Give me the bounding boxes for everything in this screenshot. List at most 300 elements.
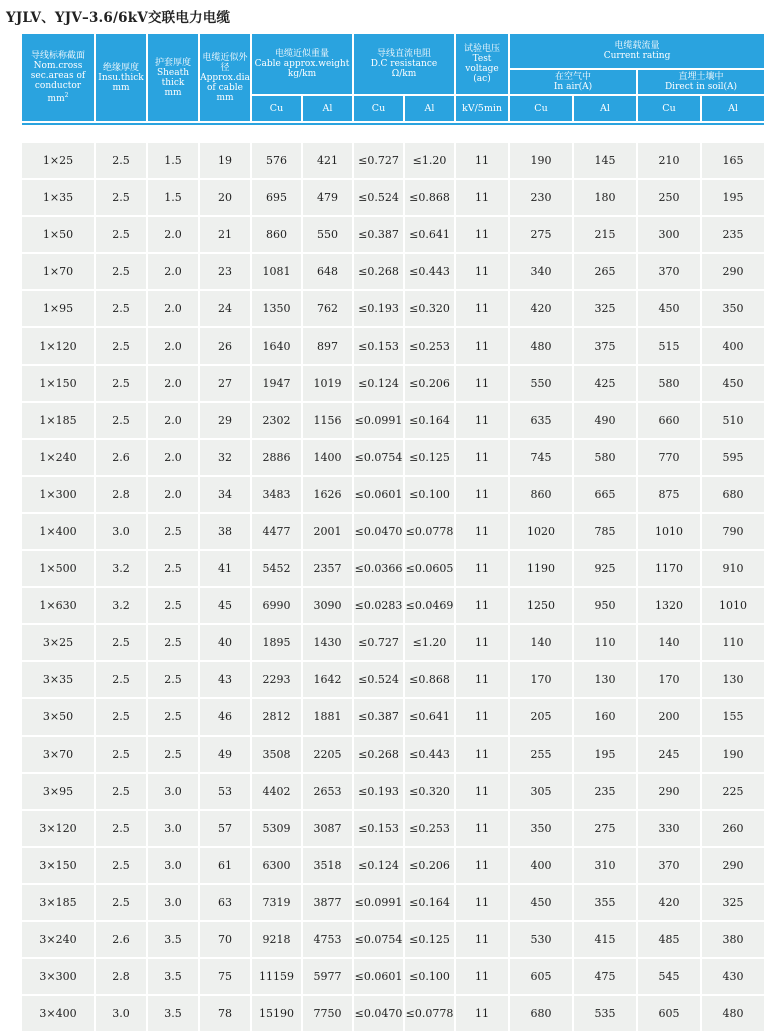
cell-air-cu: 305	[510, 774, 572, 809]
cell-area: 1×240	[22, 440, 94, 475]
header-resist-al: Al	[405, 96, 454, 121]
cell-resist-cu: ≤0.0470	[354, 514, 403, 549]
cell-sheath: 2.0	[148, 477, 198, 512]
cell-soil-al: 225	[702, 774, 764, 809]
cell-area: 1×400	[22, 514, 94, 549]
cell-soil-al: 165	[702, 143, 764, 178]
cell-soil-cu: 200	[638, 699, 700, 734]
cell-weight-al: 2205	[303, 737, 352, 772]
cell-air-cu: 255	[510, 737, 572, 772]
cell-insu: 2.5	[96, 737, 146, 772]
cell-insu: 2.5	[96, 366, 146, 401]
cell-resist-al: ≤0.320	[405, 291, 454, 326]
cell-weight-cu: 3508	[252, 737, 301, 772]
table-row	[22, 588, 764, 623]
cell-soil-cu: 485	[638, 922, 700, 957]
cell-soil-al: 290	[702, 848, 764, 883]
cell-area: 1×500	[22, 551, 94, 586]
cell-soil-cu: 370	[638, 254, 700, 289]
cell-voltage: 11	[456, 811, 508, 846]
cell-resist-al: ≤0.100	[405, 959, 454, 994]
cell-dia: 53	[200, 774, 250, 809]
table-row	[22, 217, 764, 252]
cell-insu: 2.5	[96, 180, 146, 215]
cell-soil-cu: 770	[638, 440, 700, 475]
cell-soil-cu: 210	[638, 143, 700, 178]
cell-weight-al: 7750	[303, 996, 352, 1031]
cell-weight-al: 897	[303, 328, 352, 363]
cell-area: 3×300	[22, 959, 94, 994]
cell-resist-cu: ≤0.0991	[354, 403, 403, 438]
table-row	[22, 662, 764, 697]
cell-resist-cu: ≤0.268	[354, 254, 403, 289]
cell-voltage: 11	[456, 959, 508, 994]
cell-soil-cu: 450	[638, 291, 700, 326]
header-soil-al: Al	[702, 96, 764, 121]
cell-resist-al: ≤0.164	[405, 885, 454, 920]
cell-soil-cu: 420	[638, 885, 700, 920]
table-row	[22, 477, 764, 512]
cell-area: 3×240	[22, 922, 94, 957]
cell-weight-cu: 2886	[252, 440, 301, 475]
cell-resist-cu: ≤0.0601	[354, 959, 403, 994]
cell-resist-al: ≤0.443	[405, 254, 454, 289]
cell-air-al: 325	[574, 291, 636, 326]
cell-weight-al: 1430	[303, 625, 352, 660]
cell-dia: 61	[200, 848, 250, 883]
cell-resist-cu: ≤0.268	[354, 737, 403, 772]
cell-resist-al: ≤0.868	[405, 180, 454, 215]
cell-insu: 2.5	[96, 662, 146, 697]
cell-voltage: 11	[456, 551, 508, 586]
cell-air-cu: 605	[510, 959, 572, 994]
cell-voltage: 11	[456, 440, 508, 475]
table-row	[22, 625, 764, 660]
cell-voltage: 11	[456, 662, 508, 697]
cell-air-cu: 1250	[510, 588, 572, 623]
cell-air-al: 265	[574, 254, 636, 289]
cell-insu: 3.2	[96, 588, 146, 623]
cell-soil-al: 380	[702, 922, 764, 957]
cell-dia: 26	[200, 328, 250, 363]
cell-insu: 2.8	[96, 477, 146, 512]
cell-weight-cu: 1895	[252, 625, 301, 660]
cell-insu: 2.5	[96, 291, 146, 326]
cell-sheath: 3.0	[148, 848, 198, 883]
cell-resist-al: ≤0.0778	[405, 514, 454, 549]
table-row	[22, 254, 764, 289]
cell-area: 3×120	[22, 811, 94, 846]
cell-resist-al: ≤0.0469	[405, 588, 454, 623]
cell-resist-cu: ≤0.0601	[354, 477, 403, 512]
cell-sheath: 2.5	[148, 625, 198, 660]
cell-voltage: 11	[456, 403, 508, 438]
cell-sheath: 3.5	[148, 996, 198, 1031]
cell-soil-al: 325	[702, 885, 764, 920]
cell-soil-al: 910	[702, 551, 764, 586]
cell-soil-cu: 1010	[638, 514, 700, 549]
cell-air-cu: 860	[510, 477, 572, 512]
cell-soil-al: 235	[702, 217, 764, 252]
cell-soil-al: 1010	[702, 588, 764, 623]
cell-weight-cu: 1081	[252, 254, 301, 289]
cell-sheath: 3.5	[148, 959, 198, 994]
cell-dia: 27	[200, 366, 250, 401]
cell-insu: 2.6	[96, 922, 146, 957]
cell-air-cu: 140	[510, 625, 572, 660]
cell-air-al: 215	[574, 217, 636, 252]
cell-sheath: 2.5	[148, 514, 198, 549]
cell-resist-cu: ≤0.0754	[354, 922, 403, 957]
cell-weight-al: 3087	[303, 811, 352, 846]
header-resist: 导线直流电阻 D.C resistance Ω/km	[354, 34, 454, 94]
cell-soil-al: 790	[702, 514, 764, 549]
cell-air-cu: 1190	[510, 551, 572, 586]
header-sheath: 护套厚度 Sheath thick mm	[148, 34, 198, 121]
cell-air-cu: 420	[510, 291, 572, 326]
header-soil-cu: Cu	[638, 96, 700, 121]
cell-insu: 2.5	[96, 254, 146, 289]
cell-dia: 57	[200, 811, 250, 846]
cell-weight-al: 2357	[303, 551, 352, 586]
cell-soil-cu: 1170	[638, 551, 700, 586]
cell-weight-cu: 2302	[252, 403, 301, 438]
table-row	[22, 514, 764, 549]
header-rating: 电缆载流量 Current rating	[510, 34, 764, 68]
cell-insu: 2.5	[96, 774, 146, 809]
cell-soil-cu: 1320	[638, 588, 700, 623]
cell-area: 1×630	[22, 588, 94, 623]
cell-soil-cu: 300	[638, 217, 700, 252]
cell-resist-al: ≤0.125	[405, 440, 454, 475]
header-separator	[22, 123, 764, 141]
cell-weight-cu: 1640	[252, 328, 301, 363]
cell-area: 3×185	[22, 885, 94, 920]
cell-sheath: 2.5	[148, 699, 198, 734]
cell-dia: 24	[200, 291, 250, 326]
cell-air-cu: 480	[510, 328, 572, 363]
cell-dia: 45	[200, 588, 250, 623]
cell-resist-cu: ≤0.387	[354, 217, 403, 252]
cell-weight-al: 3518	[303, 848, 352, 883]
cell-air-al: 475	[574, 959, 636, 994]
cell-sheath: 2.0	[148, 440, 198, 475]
cell-soil-al: 510	[702, 403, 764, 438]
cell-resist-cu: ≤0.153	[354, 328, 403, 363]
cell-air-al: 160	[574, 699, 636, 734]
cell-weight-al: 3877	[303, 885, 352, 920]
cell-soil-cu: 515	[638, 328, 700, 363]
cell-weight-al: 1156	[303, 403, 352, 438]
cell-air-cu: 190	[510, 143, 572, 178]
cell-dia: 19	[200, 143, 250, 178]
cell-voltage: 11	[456, 143, 508, 178]
cell-air-cu: 1020	[510, 514, 572, 549]
cell-voltage: 11	[456, 477, 508, 512]
header-soil: 直埋土壤中 Direct in soil(A)	[638, 70, 764, 94]
cell-voltage: 11	[456, 254, 508, 289]
cell-area: 3×95	[22, 774, 94, 809]
cell-soil-cu: 170	[638, 662, 700, 697]
cell-dia: 63	[200, 885, 250, 920]
cell-resist-al: ≤0.0605	[405, 551, 454, 586]
table-row	[22, 291, 764, 326]
cell-dia: 43	[200, 662, 250, 697]
cell-soil-al: 155	[702, 699, 764, 734]
cell-area: 3×150	[22, 848, 94, 883]
cell-air-cu: 170	[510, 662, 572, 697]
cell-weight-al: 479	[303, 180, 352, 215]
cell-dia: 78	[200, 996, 250, 1031]
cell-resist-cu: ≤0.0283	[354, 588, 403, 623]
cell-soil-al: 400	[702, 328, 764, 363]
cell-weight-cu: 15190	[252, 996, 301, 1031]
cell-insu: 3.0	[96, 996, 146, 1031]
cell-resist-al: ≤0.100	[405, 477, 454, 512]
cell-dia: 21	[200, 217, 250, 252]
cell-resist-cu: ≤0.524	[354, 662, 403, 697]
cell-area: 1×185	[22, 403, 94, 438]
cell-weight-al: 421	[303, 143, 352, 178]
cell-insu: 2.5	[96, 885, 146, 920]
cell-air-cu: 550	[510, 366, 572, 401]
cell-voltage: 11	[456, 180, 508, 215]
table-row	[22, 143, 764, 178]
cell-area: 3×35	[22, 662, 94, 697]
cell-weight-al: 1642	[303, 662, 352, 697]
cell-air-al: 490	[574, 403, 636, 438]
header-area: 导线标称截面 Nom.cross sec.areas of conductor $mm^2$	[22, 34, 94, 121]
cell-voltage: 11	[456, 922, 508, 957]
cell-weight-cu: 3483	[252, 477, 301, 512]
table-row	[22, 737, 764, 772]
cell-resist-cu: ≤0.0366	[354, 551, 403, 586]
cell-sheath: 2.5	[148, 588, 198, 623]
header-voltage-unit: kV/5min	[456, 96, 508, 121]
table-row	[22, 180, 764, 215]
cell-weight-cu: 2812	[252, 699, 301, 734]
cell-soil-al: 110	[702, 625, 764, 660]
cell-air-al: 665	[574, 477, 636, 512]
cell-air-al: 195	[574, 737, 636, 772]
cell-insu: 2.5	[96, 811, 146, 846]
cell-resist-cu: ≤0.0754	[354, 440, 403, 475]
header-voltage: 试验电压 Test voltage (ac)	[456, 34, 508, 94]
header-resist-cu: Cu	[354, 96, 403, 121]
cell-weight-cu: 6990	[252, 588, 301, 623]
cell-area: 1×25	[22, 143, 94, 178]
cell-air-cu: 340	[510, 254, 572, 289]
header-dia: 电缆近似外径 Approx.dia of cable mm	[200, 34, 250, 121]
cell-air-al: 110	[574, 625, 636, 660]
cell-voltage: 11	[456, 737, 508, 772]
cell-weight-cu: 1947	[252, 366, 301, 401]
cell-soil-al: 350	[702, 291, 764, 326]
cell-sheath: 2.0	[148, 217, 198, 252]
cell-weight-al: 2001	[303, 514, 352, 549]
cell-voltage: 11	[456, 774, 508, 809]
cell-resist-al: ≤0.0778	[405, 996, 454, 1031]
cell-resist-al: ≤1.20	[405, 625, 454, 660]
cell-resist-cu: ≤0.193	[354, 774, 403, 809]
cell-soil-cu: 140	[638, 625, 700, 660]
cell-dia: 34	[200, 477, 250, 512]
cell-resist-al: ≤0.164	[405, 403, 454, 438]
header-weight: 电缆近似重量 Cable approx.weight kg/km	[252, 34, 352, 94]
cell-weight-cu: 4402	[252, 774, 301, 809]
cell-air-al: 130	[574, 662, 636, 697]
cell-weight-al: 648	[303, 254, 352, 289]
cell-soil-al: 450	[702, 366, 764, 401]
table-body	[22, 123, 764, 1031]
cable-spec-table	[20, 32, 766, 1033]
cell-weight-cu: 7319	[252, 885, 301, 920]
cell-resist-cu: ≤0.193	[354, 291, 403, 326]
table-row	[22, 959, 764, 994]
cell-air-al: 425	[574, 366, 636, 401]
header-weight-cu: Cu	[252, 96, 301, 121]
cell-air-cu: 450	[510, 885, 572, 920]
cell-air-al: 235	[574, 774, 636, 809]
cell-weight-cu: 11159	[252, 959, 301, 994]
cell-resist-cu: ≤0.387	[354, 699, 403, 734]
cell-area: 1×35	[22, 180, 94, 215]
table-row	[22, 440, 764, 475]
cell-soil-cu: 370	[638, 848, 700, 883]
cell-air-al: 310	[574, 848, 636, 883]
cell-voltage: 11	[456, 588, 508, 623]
cell-air-cu: 635	[510, 403, 572, 438]
cell-weight-cu: 1350	[252, 291, 301, 326]
cell-weight-al: 3090	[303, 588, 352, 623]
cell-resist-cu: ≤0.0991	[354, 885, 403, 920]
cell-area: 1×300	[22, 477, 94, 512]
cell-insu: 2.5	[96, 699, 146, 734]
cell-area: 1×70	[22, 254, 94, 289]
table-row	[22, 996, 764, 1031]
cell-weight-cu: 6300	[252, 848, 301, 883]
cell-insu: 2.5	[96, 403, 146, 438]
cell-dia: 29	[200, 403, 250, 438]
cell-soil-cu: 545	[638, 959, 700, 994]
cell-resist-al: ≤0.320	[405, 774, 454, 809]
cell-weight-cu: 860	[252, 217, 301, 252]
cell-dia: 23	[200, 254, 250, 289]
header-insu: 绝缘厚度 Insu.thick mm	[96, 34, 146, 121]
cell-insu: 2.5	[96, 217, 146, 252]
cell-air-cu: 745	[510, 440, 572, 475]
cell-sheath: 2.0	[148, 254, 198, 289]
cell-soil-al: 290	[702, 254, 764, 289]
cell-voltage: 11	[456, 625, 508, 660]
cell-soil-al: 190	[702, 737, 764, 772]
cell-insu: 2.5	[96, 625, 146, 660]
cell-weight-cu: 5309	[252, 811, 301, 846]
cell-air-al: 415	[574, 922, 636, 957]
cell-weight-cu: 5452	[252, 551, 301, 586]
cell-air-cu: 205	[510, 699, 572, 734]
cell-air-al: 145	[574, 143, 636, 178]
cell-weight-cu: 2293	[252, 662, 301, 697]
cell-sheath: 2.5	[148, 662, 198, 697]
cell-voltage: 11	[456, 848, 508, 883]
cell-weight-al: 1019	[303, 366, 352, 401]
cell-soil-cu: 330	[638, 811, 700, 846]
cell-area: 1×50	[22, 217, 94, 252]
cell-area: 1×120	[22, 328, 94, 363]
table-row	[22, 366, 764, 401]
cell-sheath: 2.5	[148, 737, 198, 772]
cell-soil-al: 430	[702, 959, 764, 994]
cell-area: 1×150	[22, 366, 94, 401]
cell-resist-al: ≤0.443	[405, 737, 454, 772]
page-title: YJLV、YJV–3.6/6kV交联电力电缆	[6, 10, 231, 26]
cell-soil-al: 595	[702, 440, 764, 475]
cell-sheath: 3.0	[148, 885, 198, 920]
cell-voltage: 11	[456, 514, 508, 549]
cell-weight-al: 5977	[303, 959, 352, 994]
cell-air-al: 180	[574, 180, 636, 215]
cell-voltage: 11	[456, 699, 508, 734]
cell-sheath: 3.5	[148, 922, 198, 957]
cell-resist-cu: ≤0.124	[354, 366, 403, 401]
cell-soil-cu: 660	[638, 403, 700, 438]
cell-weight-al: 762	[303, 291, 352, 326]
cell-insu: 2.5	[96, 328, 146, 363]
header-weight-al: Al	[303, 96, 352, 121]
cell-area: 3×70	[22, 737, 94, 772]
cell-soil-cu: 245	[638, 737, 700, 772]
cell-air-cu: 530	[510, 922, 572, 957]
cell-sheath: 2.0	[148, 291, 198, 326]
cell-insu: 3.0	[96, 514, 146, 549]
cell-sheath: 3.0	[148, 811, 198, 846]
cell-dia: 46	[200, 699, 250, 734]
cell-dia: 75	[200, 959, 250, 994]
cell-soil-al: 130	[702, 662, 764, 697]
cell-air-al: 580	[574, 440, 636, 475]
cell-area: 3×50	[22, 699, 94, 734]
cell-resist-al: ≤0.206	[405, 848, 454, 883]
cell-sheath: 2.0	[148, 328, 198, 363]
cell-weight-cu: 695	[252, 180, 301, 215]
cell-voltage: 11	[456, 217, 508, 252]
cell-air-al: 950	[574, 588, 636, 623]
header-air-cu: Cu	[510, 96, 572, 121]
cell-resist-cu: ≤0.524	[354, 180, 403, 215]
cell-soil-al: 260	[702, 811, 764, 846]
cell-air-cu: 275	[510, 217, 572, 252]
table-row	[22, 699, 764, 734]
cell-weight-al: 1881	[303, 699, 352, 734]
table-row	[22, 922, 764, 957]
cell-dia: 20	[200, 180, 250, 215]
cell-resist-cu: ≤0.0470	[354, 996, 403, 1031]
cell-dia: 38	[200, 514, 250, 549]
table-row	[22, 551, 764, 586]
header-air: 在空气中 In air(A)	[510, 70, 636, 94]
cell-insu: 2.5	[96, 848, 146, 883]
cell-resist-al: ≤0.868	[405, 662, 454, 697]
cell-air-cu: 350	[510, 811, 572, 846]
cell-dia: 49	[200, 737, 250, 772]
cell-sheath: 3.0	[148, 774, 198, 809]
cell-resist-al: ≤0.253	[405, 811, 454, 846]
cell-voltage: 11	[456, 996, 508, 1031]
cell-sheath: 2.5	[148, 551, 198, 586]
cell-weight-al: 550	[303, 217, 352, 252]
cell-voltage: 11	[456, 291, 508, 326]
